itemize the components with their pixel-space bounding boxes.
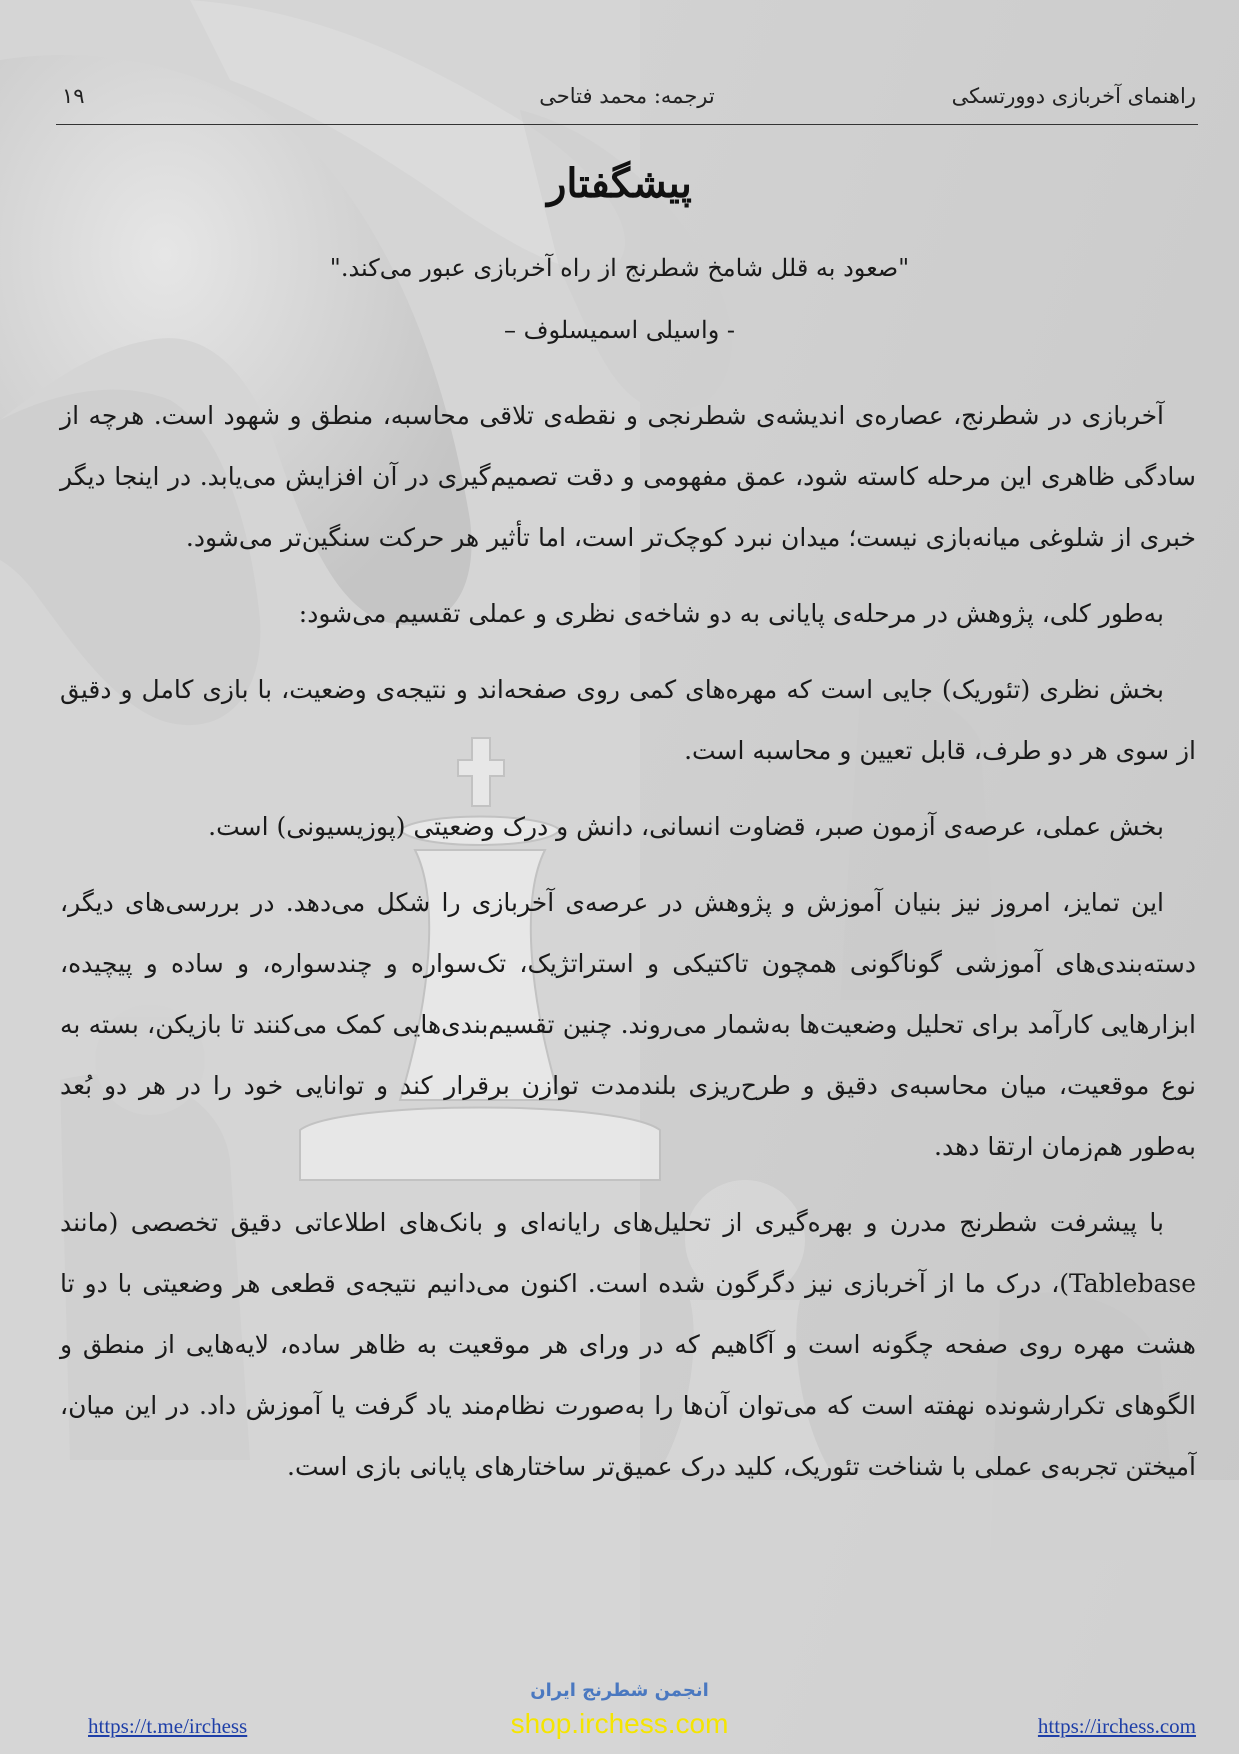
body-text xyxy=(60,385,1196,1512)
footer-shop-link[interactable]: shop.irchess.com xyxy=(510,1708,729,1739)
epigraph-quote: "صعود به قلل شامخ شطرنج از راه آخربازی عبور می‌کند." xyxy=(329,254,910,282)
paragraph: با پیشرفت شطرنج مدرن و بهره‌گیری از تحلیل‌های رایانه‌ای و بانک‌های اطلاعاتی دقیق تخصصی (مانند Tablebase)، درک ما از آخربازی نیز دگرگون شده است. اکنون می‌دانیم نتیجه‌ی قطعی هر وضعیتی با دو تا هشت مهره روی صفحه چگونه است و آگاهیم که در ورای هر موقعیت به ظاهر ساده، لایه‌هایی از منطق و الگوهای تکرارشونده نهفته است که می‌توان آن‌ها را به‌صورت نظام‌مند یاد گرفت یا آموزش داد. در این میان، آمیختن تجربه‌ی عملی با شناخت تئوریک، کلید درک عمیق‌تر ساختارهای پایانی بازی است. xyxy=(60,1208,1196,1481)
page-header xyxy=(56,78,1198,125)
website-link[interactable]: https://irchess.com xyxy=(1037,1714,1196,1738)
chapter-title: پیشگفتار xyxy=(547,160,692,207)
translator-credit: ترجمه: محمد فتاحی xyxy=(539,84,715,108)
page-number: ۱۹ xyxy=(62,84,85,108)
telegram-link[interactable]: https://t.me/irchess xyxy=(88,1714,248,1738)
paragraph: بخش عملی، عرصه‌ی آزمون صبر، قضاوت انسانی، دانش و درک وضعیتی (پوزیسیونی) است. xyxy=(208,812,1164,841)
paragraph: این تمایز، امروز نیز بنیان آموزش و پژوهش در عرصه‌ی آخربازی را شکل می‌دهد. در بررسی‌های دیگر، دسته‌بندی‌های آموزشی گوناگونی همچون تاکتیکی و استراتژیک، تک‌سواره و چندسواره، و ساده و پیچیده، ابزارهایی کارآمد برای تحلیل وضعیت‌ها به‌شمار می‌روند. چنین تقسیم‌بندی‌هایی کمک می‌کنند تا بازیکن، بسته به نوع موقعیت، میان محاسبه‌ی دقیق و طرح‌ریزی بلندمدت توازن برقرار کند و توانایی خود را در هر دو بُعد به‌طور هم‌زمان ارتقا دهد. xyxy=(60,888,1196,1161)
paragraph: آخربازی در شطرنج، عصاره‌ی اندیشه‌ی شطرنجی و نقطه‌ی تلاقی محاسبه، منطق و شهود است. هرچه از سادگی ظاهری این مرحله کاسته شود، عمق مفهومی و دقت تصمیم‌گیری در آن افزایش می‌یابد. در اینجا دیگر خبری از شلوغی میانه‌بازی نیست؛ میدان نبرد کوچک‌تر است، اما تأثیر هر حرکت سنگین‌تر می‌شود. xyxy=(60,401,1196,552)
book-title: راهنمای آخربازی دوورتسکی xyxy=(951,84,1196,108)
footer-organization: انجمن شطرنج ایران xyxy=(530,1680,709,1701)
epigraph-author: - واسیلی اسمیسلوف – xyxy=(503,316,736,344)
paragraph: بخش نظری (تئوریک) جایی است که مهره‌های کمی روی صفحه‌اند و نتیجه‌ی وضعیت، با بازی کامل و دقیق از سوی هر دو طرف، قابل تعیین و محاسبه است. xyxy=(60,675,1196,765)
paragraph: به‌طور کلی، پژوهش در مرحله‌ی پایانی به دو شاخه‌ی نظری و عملی تقسیم می‌شود: xyxy=(298,599,1164,628)
